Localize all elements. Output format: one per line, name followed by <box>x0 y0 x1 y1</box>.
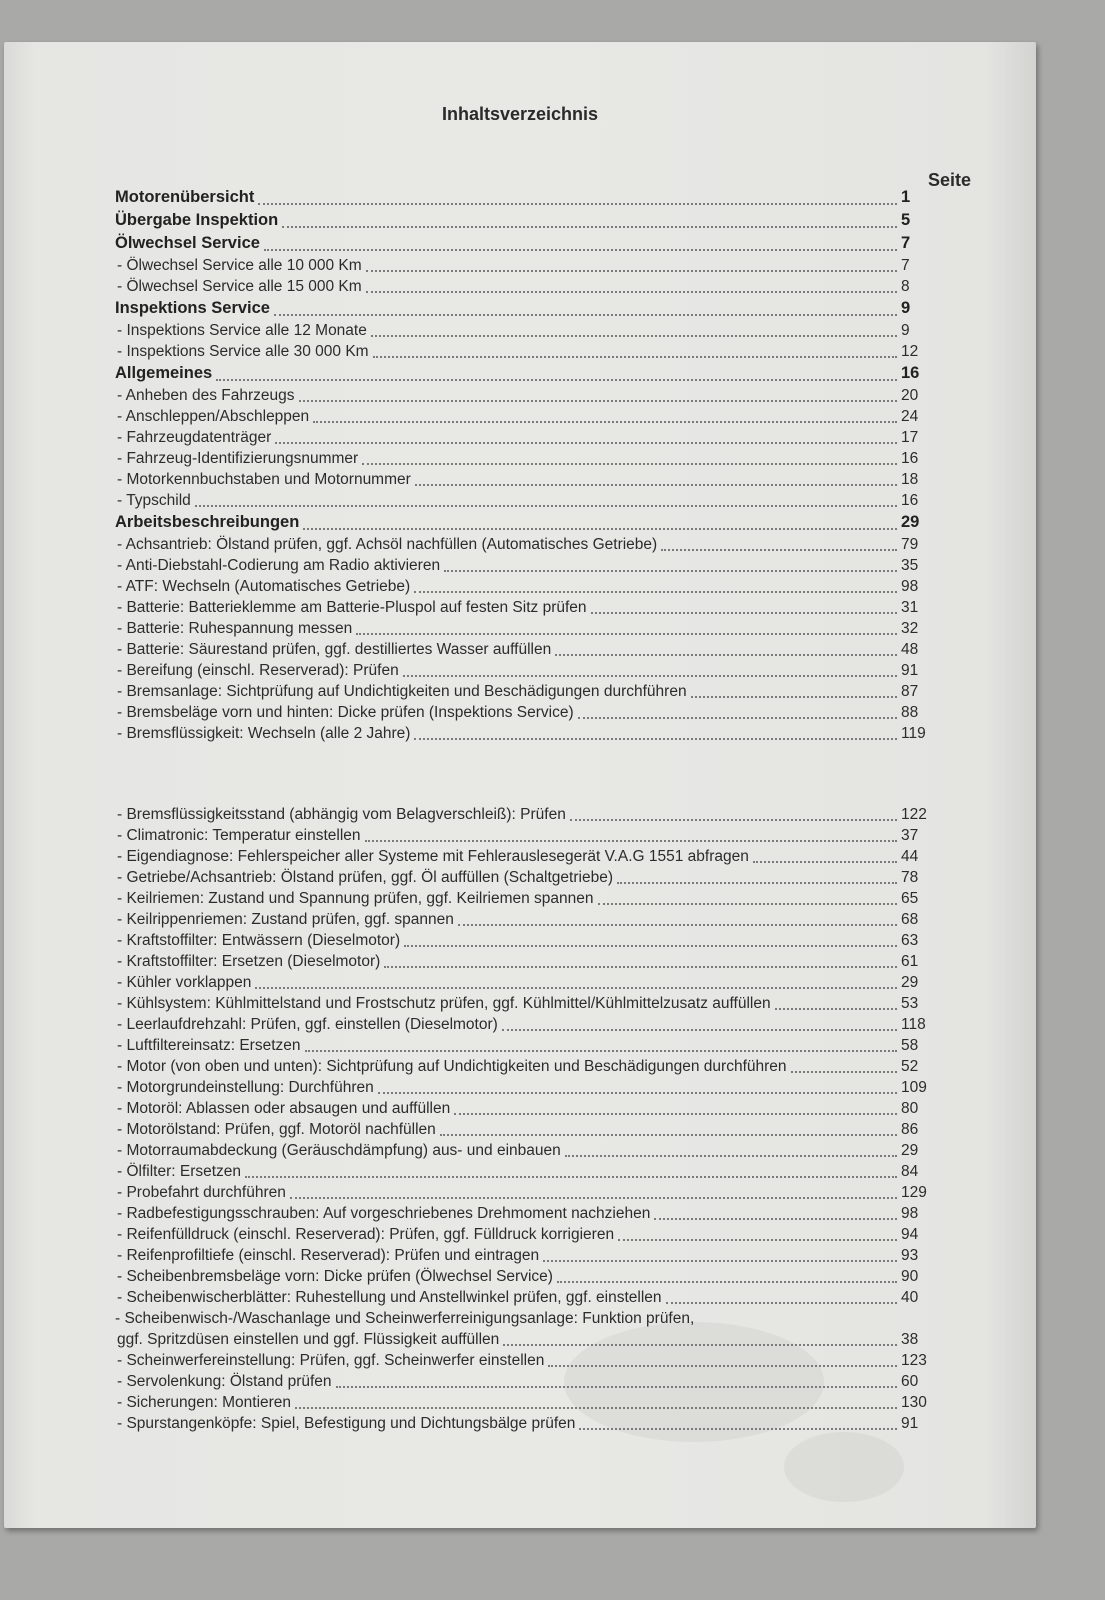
toc-entry-page-number: 52 <box>901 1058 919 1075</box>
dot-leader <box>216 379 897 381</box>
toc-entry-page-number: 63 <box>901 932 919 949</box>
toc-entry-label: - Kühler vorklappen <box>117 974 252 991</box>
toc-entry-page-number: 53 <box>901 995 919 1012</box>
toc-section-2 <box>115 806 945 1436</box>
dot-leader <box>791 1071 897 1073</box>
toc-entry-label: - Fahrzeug-Identifizierungsnummer <box>117 450 359 467</box>
toc-entry-label: - Kühlsystem: Kühlmittelstand und Frostschutz prüfen, ggf. Kühlmittel/Kühlmittelzusatz auffüllen <box>117 995 771 1012</box>
dot-leader <box>275 442 897 444</box>
dot-leader <box>356 633 897 635</box>
toc-entry <box>115 932 945 953</box>
dot-leader <box>403 675 897 677</box>
toc-entry <box>115 387 945 408</box>
toc-entry <box>115 599 945 620</box>
toc-entry <box>115 911 945 932</box>
toc-entry <box>115 1142 945 1163</box>
toc-entry-page-number: 32 <box>901 620 919 637</box>
dot-leader <box>414 738 897 740</box>
dot-leader <box>548 1365 897 1367</box>
toc-entry-page-number: 31 <box>901 599 919 616</box>
dot-leader <box>255 987 897 989</box>
document-page <box>4 42 1036 1528</box>
toc-entry <box>115 1268 945 1289</box>
toc-entry-page-number: 65 <box>901 890 919 907</box>
dot-leader <box>570 819 897 821</box>
toc-entry <box>115 704 945 725</box>
toc-entry-page-number: 80 <box>901 1100 919 1117</box>
toc-entry-label: - Kraftstoffilter: Ersetzen (Dieselmotor) <box>117 953 381 970</box>
toc-entry <box>115 1415 945 1436</box>
dot-leader <box>336 1386 897 1388</box>
toc-entry-label: Inspektions Service <box>115 299 270 317</box>
toc-entry-page-number: 118 <box>901 1016 926 1033</box>
toc-heading-entry <box>115 234 945 257</box>
toc-entry-label: - Motor (von oben und unten): Sichtprüfung auf Undichtigkeiten und Beschädigungen durchführen <box>117 1058 787 1075</box>
toc-entry-page-number: 130 <box>901 1394 927 1411</box>
toc-entry-label: - Servolenkung: Ölstand prüfen <box>117 1373 332 1390</box>
toc-entry-page-number: 29 <box>901 513 920 531</box>
toc-entry-label: - Getriebe/Achsantrieb: Ölstand prüfen, ggf. Öl auffüllen (Schaltgetriebe) <box>117 869 613 886</box>
toc-entry-label: - Typschild <box>117 492 191 509</box>
dot-leader <box>290 1197 897 1199</box>
toc-entry-label: - Motorgrundeinstellung: Durchführen <box>117 1079 374 1096</box>
toc-entry-label: - Sicherungen: Montieren <box>117 1394 292 1411</box>
dot-leader <box>299 400 897 402</box>
toc-entry-label: - Achsantrieb: Ölstand prüfen, ggf. Achsöl nachfüllen (Automatisches Getriebe) <box>117 536 658 553</box>
toc-entry-label: - Probefahrt durchführen <box>117 1184 286 1201</box>
toc-entry-page-number: 98 <box>901 1205 919 1222</box>
toc-entry-label: - Kraftstoffilter: Entwässern (Dieselmotor) <box>117 932 401 949</box>
toc-entry-page-number: 86 <box>901 1121 919 1138</box>
toc-entry-page-number: 12 <box>901 343 919 360</box>
dot-leader <box>503 1344 897 1346</box>
toc-entry-label: - ATF: Wechseln (Automatisches Getriebe) <box>117 578 411 595</box>
toc-entry <box>115 1247 945 1268</box>
toc-entry-label: Motorenübersicht <box>115 188 255 206</box>
toc-entry <box>115 429 945 450</box>
dot-leader <box>454 1113 897 1115</box>
dot-leader <box>555 654 897 656</box>
dot-leader <box>415 484 897 486</box>
toc-entry <box>115 278 945 299</box>
toc-entry-page-number: 16 <box>901 492 919 509</box>
toc-entry <box>115 557 945 578</box>
toc-entry-label: - Leerlaufdrehzahl: Prüfen, ggf. einstellen (Dieselmotor) <box>117 1016 498 1033</box>
dot-leader <box>579 1428 897 1430</box>
toc-entry-page-number: 68 <box>901 911 919 928</box>
dot-leader <box>618 1239 897 1241</box>
toc-entry-label: Allgemeines <box>115 364 213 382</box>
toc-entry-page-number: 9 <box>901 299 911 317</box>
dot-leader <box>444 570 897 572</box>
toc-entry-page-number: 122 <box>901 806 927 823</box>
toc-entry-page-number: 37 <box>901 827 919 844</box>
toc-entry-page-number: 17 <box>901 429 919 446</box>
dot-leader <box>753 861 897 863</box>
toc-entry <box>115 683 945 704</box>
toc-entry-label: - Keilriemen: Zustand und Spannung prüfen, ggf. Keilriemen spannen <box>117 890 594 907</box>
toc-entry <box>115 662 945 683</box>
dot-leader <box>264 249 897 251</box>
toc-section-1 <box>115 188 945 746</box>
section-gap <box>115 746 945 806</box>
toc-entry <box>115 578 945 599</box>
toc-entry-page-number: 7 <box>901 234 911 252</box>
toc-entry <box>115 322 945 343</box>
toc-entry-label: - Radbefestigungsschrauben: Auf vorgeschriebenes Drehmoment nachziehen <box>117 1205 651 1222</box>
dot-leader <box>578 717 897 719</box>
toc-entry <box>115 1100 945 1121</box>
toc-entry-page-number: 94 <box>901 1226 919 1243</box>
toc-entry <box>115 953 945 974</box>
toc-entry-page-number: 35 <box>901 557 919 574</box>
toc-entry <box>115 725 945 746</box>
toc-entry <box>115 620 945 641</box>
toc-heading-entry <box>115 299 945 322</box>
dot-leader <box>378 1092 897 1094</box>
dot-leader <box>366 291 897 293</box>
toc-entry-page-number: 16 <box>901 364 920 382</box>
toc-entry-page-number: 1 <box>901 188 911 206</box>
toc-entry <box>115 1058 945 1079</box>
toc-entry-page-number: 24 <box>901 408 919 425</box>
toc-entry-label: - Batterie: Säurestand prüfen, ggf. destilliertes Wasser auffüllen <box>117 641 552 658</box>
toc-entry-page-number: 78 <box>901 869 919 886</box>
toc-entry-page-number: 119 <box>901 725 926 742</box>
toc-entry-page-number: 29 <box>901 974 919 991</box>
toc-entry <box>115 450 945 471</box>
toc-entry-label: - Anschleppen/Abschleppen <box>117 408 310 425</box>
toc-entry-label: - Fahrzeugdatenträger <box>117 429 272 446</box>
toc-entry-label: - Scheibenbremsbeläge vorn: Dicke prüfen (Ölwechsel Service) <box>117 1268 553 1285</box>
toc-entry-label: - Ölwechsel Service alle 10 000 Km <box>117 257 362 274</box>
toc-entry-label: ggf. Spritzdüsen einstellen und ggf. Flüssigkeit auffüllen <box>117 1331 500 1348</box>
dot-leader <box>565 1155 897 1157</box>
dot-leader <box>591 612 897 614</box>
toc-entry-page-number: 93 <box>901 1247 919 1264</box>
toc-entry <box>115 827 945 848</box>
toc-entry-label: - Eigendiagnose: Fehlerspeicher aller Systeme mit Fehlerauslesegerät V.A.G 1551 abfragen <box>117 848 749 865</box>
toc-entry-label: - Bremsflüssigkeitsstand (abhängig vom Belagverschleiß): Prüfen <box>117 806 566 823</box>
dot-leader <box>371 335 897 337</box>
toc-entry <box>115 995 945 1016</box>
dot-leader <box>365 840 897 842</box>
toc-entry-page-number: 58 <box>901 1037 919 1054</box>
toc-entry-page-number: 98 <box>901 578 919 595</box>
toc-heading-entry <box>115 211 945 234</box>
toc-entry-label: - Scheibenwischerblätter: Ruhestellung und Anstellwinkel prüfen, ggf. einstellen <box>117 1289 662 1306</box>
toc-entry-page-number: 8 <box>901 278 910 295</box>
toc-entry-page-number: 87 <box>901 683 919 700</box>
dot-leader <box>245 1176 897 1178</box>
dot-leader <box>557 1281 897 1283</box>
toc-entry-page-number: 91 <box>901 662 919 679</box>
dot-leader <box>654 1218 897 1220</box>
toc-entry-label: - Scheibenwisch-/Waschanlage und Scheinwerferreinigungsanlage: Funktion prüfen, <box>115 1310 695 1327</box>
toc-entry <box>115 1079 945 1100</box>
toc-entry-label: Arbeitsbeschreibungen <box>115 513 300 531</box>
dot-leader <box>362 463 897 465</box>
toc-entry-page-number: 123 <box>901 1352 927 1369</box>
toc-entry <box>115 343 945 364</box>
toc-entry <box>115 492 945 513</box>
toc-entry <box>115 1037 945 1058</box>
toc-entry-label: - Scheinwerfereinstellung: Prüfen, ggf. Scheinwerfer einstellen <box>117 1352 545 1369</box>
toc-entry-page-number: 18 <box>901 471 919 488</box>
toc-entry-page-number: 79 <box>901 536 919 553</box>
toc-entry <box>115 890 945 911</box>
dot-leader <box>458 924 897 926</box>
dot-leader <box>440 1134 897 1136</box>
toc-entry-page-number: 129 <box>901 1184 927 1201</box>
toc-entry <box>115 641 945 662</box>
toc-entry-page-number: 5 <box>901 211 911 229</box>
toc-entry-label: - Bereifung (einschl. Reserverad): Prüfen <box>117 662 399 679</box>
page-column-header: Seite <box>928 170 972 190</box>
toc-entry-page-number: 40 <box>901 1289 919 1306</box>
toc-entry-label: - Batterie: Ruhespannung messen <box>117 620 353 637</box>
toc-entry-page-number: 91 <box>901 1415 919 1432</box>
toc-entry-label: - Bremsbeläge vorn und hinten: Dicke prüfen (Inspektions Service) <box>117 704 574 721</box>
toc-entry-label: - Inspektions Service alle 30 000 Km <box>117 343 369 360</box>
toc-entry-label: - Motorkennbuchstaben und Motornummer <box>117 471 411 488</box>
toc-entry-label: - Ölwechsel Service alle 15 000 Km <box>117 278 362 295</box>
toc-entry-label: - Luftfiltereinsatz: Ersetzen <box>117 1037 301 1054</box>
toc-entry-page-number: 9 <box>901 322 910 339</box>
toc-entry-label: Ölwechsel Service <box>115 234 260 252</box>
dot-leader <box>282 226 897 228</box>
dot-leader <box>295 1407 897 1409</box>
toc-entry <box>115 1352 945 1373</box>
toc-entry <box>115 1205 945 1226</box>
toc-entry <box>115 1121 945 1142</box>
toc-entry-label: - Motorölstand: Prüfen, ggf. Motoröl nachfüllen <box>117 1121 436 1138</box>
toc-entry <box>115 1163 945 1184</box>
toc-heading-entry <box>115 364 945 387</box>
toc-entry <box>115 1394 945 1415</box>
dot-leader <box>543 1260 897 1262</box>
toc-heading-entry <box>115 188 945 211</box>
page-title: Inhaltsverzeichnis <box>441 104 599 124</box>
toc-heading-entry <box>115 513 945 536</box>
toc-entry <box>115 536 945 557</box>
toc-entry-label: - Motorraumabdeckung (Geräuschdämpfung) aus- und einbauen <box>117 1142 561 1159</box>
dot-leader <box>661 549 897 551</box>
dot-leader <box>305 1050 898 1052</box>
dot-leader <box>502 1029 897 1031</box>
toc-entry <box>115 1226 945 1247</box>
toc-entry <box>115 1184 945 1205</box>
toc-entry <box>115 848 945 869</box>
toc-entry-page-number: 84 <box>901 1163 919 1180</box>
paper-stain <box>784 1432 904 1502</box>
toc-entry <box>115 408 945 429</box>
dot-leader <box>775 1008 897 1010</box>
toc-entry-page-number: 44 <box>901 848 919 865</box>
toc-entry-page-number: 60 <box>901 1373 919 1390</box>
dot-leader <box>414 591 897 593</box>
toc-entry-page-number: 16 <box>901 450 919 467</box>
toc-entry-page-number: 109 <box>901 1079 927 1096</box>
toc-entry <box>115 869 945 890</box>
toc-entry-page-number: 48 <box>901 641 919 658</box>
toc-entry <box>115 974 945 995</box>
dot-leader <box>274 314 897 316</box>
toc-entry-page-number: 61 <box>901 953 919 970</box>
toc-entry-label: - Bremsflüssigkeit: Wechseln (alle 2 Jahre) <box>117 725 411 742</box>
toc-entry-label: - Spurstangenköpfe: Spiel, Befestigung und Dichtungsbälge prüfen <box>117 1415 576 1432</box>
toc-entry-page-number: 20 <box>901 387 919 404</box>
dot-leader <box>313 421 897 423</box>
toc-entry-label: - Ölfilter: Ersetzen <box>117 1163 242 1180</box>
toc-entry-label: - Anti-Diebstahl-Codierung am Radio aktivieren <box>117 557 441 574</box>
toc-entry-label: Übergabe Inspektion <box>115 211 279 229</box>
toc-entry-label: - Reifenprofiltiefe (einschl. Reserverad): Prüfen und eintragen <box>117 1247 540 1264</box>
toc-entry-label: - Motoröl: Ablassen oder absaugen und auffüllen <box>117 1100 451 1117</box>
dot-leader <box>617 882 897 884</box>
toc-entry-page-number: 88 <box>901 704 919 721</box>
dot-leader <box>303 528 897 530</box>
dot-leader <box>384 966 897 968</box>
toc-entry <box>115 1373 945 1394</box>
dot-leader <box>195 505 897 507</box>
toc-entry-page-number: 7 <box>901 257 910 274</box>
toc-entry <box>115 471 945 492</box>
dot-leader <box>373 356 897 358</box>
toc-entry <box>115 1289 945 1310</box>
dot-leader <box>404 945 897 947</box>
dot-leader <box>366 270 897 272</box>
toc-entry-page-number: 90 <box>901 1268 919 1285</box>
toc-entry-label: - Climatronic: Temperatur einstellen <box>117 827 361 844</box>
toc-entry-label: - Reifenfülldruck (einschl. Reserverad): Prüfen, ggf. Fülldruck korrigieren <box>117 1226 615 1243</box>
table-of-contents <box>115 188 945 1436</box>
toc-entry <box>115 1331 945 1352</box>
dot-leader <box>598 903 898 905</box>
toc-entry-label: - Batterie: Batterieklemme am Batterie-Pluspol auf festen Sitz prüfen <box>117 599 587 616</box>
toc-entry <box>115 806 945 827</box>
toc-entry <box>115 1016 945 1037</box>
toc-entry <box>115 1310 945 1331</box>
toc-entry-page-number: 38 <box>901 1331 919 1348</box>
toc-entry-label: - Inspektions Service alle 12 Monate <box>117 322 367 339</box>
toc-entry-page-number: 29 <box>901 1142 919 1159</box>
dot-leader <box>666 1302 897 1304</box>
toc-entry-label: - Keilrippenriemen: Zustand prüfen, ggf. spannen <box>117 911 454 928</box>
toc-entry-label: - Bremsanlage: Sichtprüfung auf Undichtigkeiten und Beschädigungen durchführen <box>117 683 687 700</box>
dot-leader <box>691 696 897 698</box>
toc-entry <box>115 257 945 278</box>
dot-leader <box>258 203 897 205</box>
toc-entry-label: - Anheben des Fahrzeugs <box>117 387 295 404</box>
